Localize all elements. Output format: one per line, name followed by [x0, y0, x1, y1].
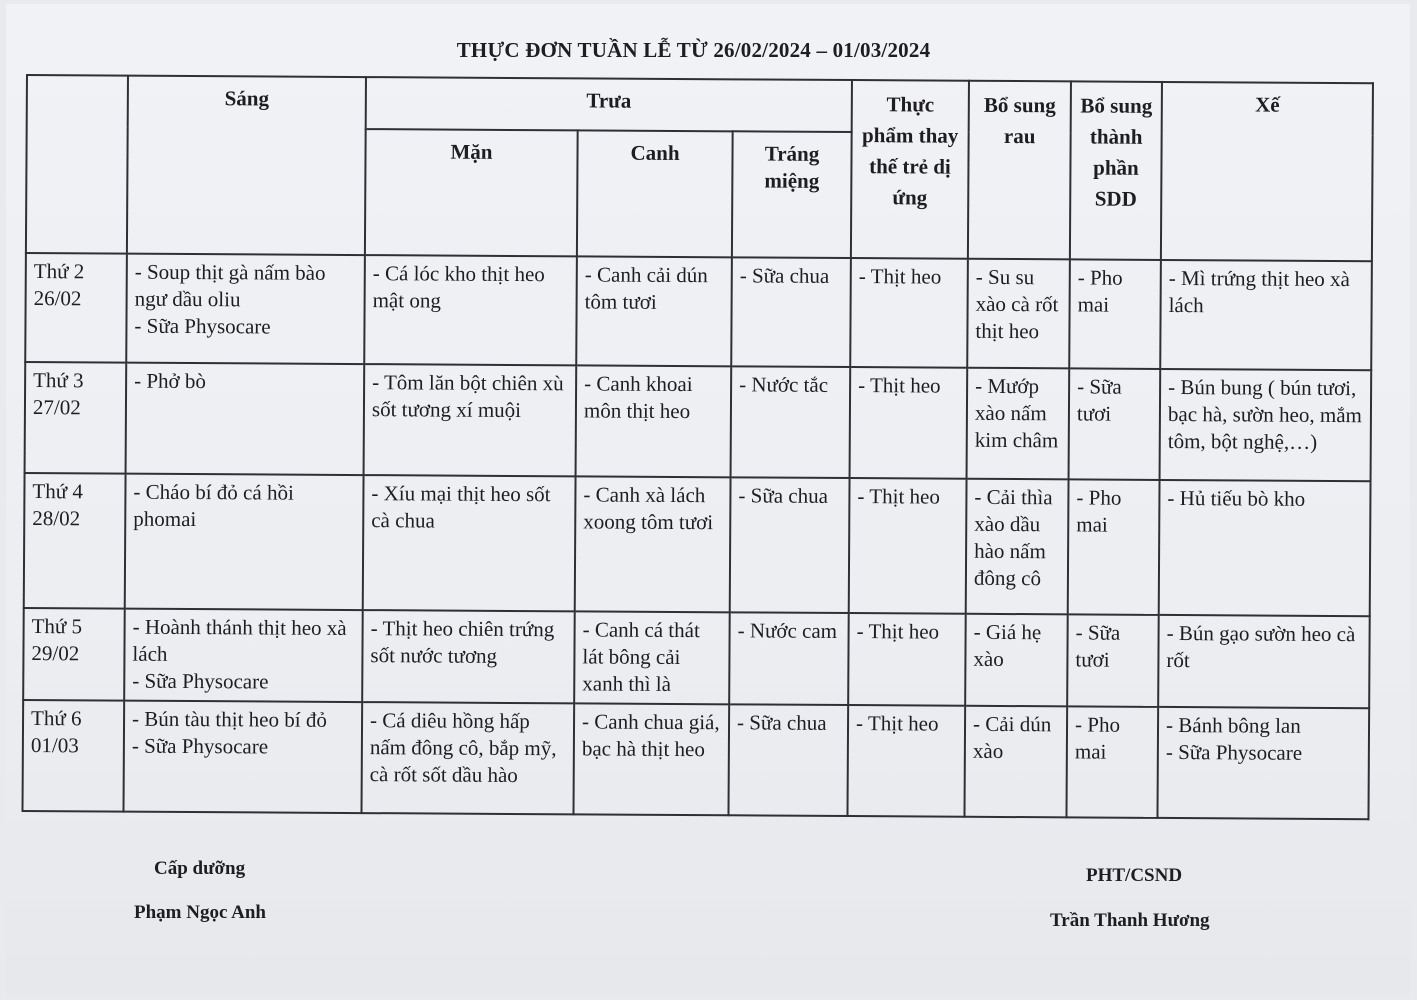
signer-left-role: Cấp dưỡng [154, 858, 246, 879]
signer-right-name: Trần Thanh Hương [1050, 910, 1210, 931]
day-cell: Thứ 4 28/02 [24, 473, 126, 609]
rau-cell: - Cải thìa xào dầu hào nấm đông cô [966, 479, 1069, 615]
header-xe: Xế [1161, 82, 1373, 261]
canh-cell: - Canh chua giá, bạc hà thịt heo [573, 703, 729, 815]
thay-the-cell: - Thịt heo [850, 258, 968, 368]
rau-cell: - Su su xào cà rốt thịt heo [967, 259, 1070, 369]
header-day [26, 75, 128, 254]
header-man: Mặn [365, 129, 578, 256]
table-row [25, 362, 1372, 481]
header-bo-sung-rau: Bổ sung rau [968, 81, 1071, 260]
header-trua: Trưa [366, 77, 852, 132]
sdd-cell: - Sữa tươi [1069, 368, 1161, 480]
sang-cell: - Soup thịt gà nấm bào ngư dầu oliu - Sữa Physocare [126, 254, 365, 364]
thay-the-cell: - Thịt heo [848, 613, 966, 706]
xe-cell: - Bánh bông lan - Sữa Physocare [1158, 707, 1370, 819]
trang-mieng-cell: - Nước tắc [731, 366, 851, 478]
trang-mieng-cell: - Sữa chua [728, 704, 848, 816]
day-cell: Thứ 3 27/02 [25, 362, 127, 474]
xe-cell: - Bún gạo sườn heo cà rốt [1158, 615, 1370, 708]
sang-cell: - Phở bò [126, 363, 365, 475]
rau-cell: - Mướp xào nấm kim châm [967, 368, 1070, 480]
xe-cell: - Hủ tiếu bò kho [1159, 480, 1371, 616]
trang-mieng-cell: - Sữa chua [730, 477, 850, 613]
header-canh: Canh [577, 130, 733, 257]
man-cell: - Cá lóc kho thịt heo mật ong [364, 255, 577, 365]
man-cell: - Cá diêu hồng hấp nấm đông cô, bắp mỹ, cà rốt sốt dầu hào [361, 702, 574, 814]
sdd-cell: - Pho mai [1068, 479, 1160, 615]
sdd-cell: - Pho mai [1069, 259, 1161, 369]
man-cell: - Thịt heo chiên trứng sốt nước tương [362, 610, 575, 703]
sdd-cell: - Pho mai [1067, 706, 1159, 818]
thay-the-cell: - Thịt heo [850, 367, 968, 479]
table-row [22, 700, 1369, 819]
xe-cell: - Mì trứng thịt heo xà lách [1160, 260, 1372, 370]
thay-the-cell: - Thịt heo [848, 705, 966, 817]
table-row [24, 473, 1371, 616]
day-cell: Thứ 2 26/02 [25, 253, 127, 363]
table-row [25, 253, 1372, 370]
xe-cell: - Bún bung ( bún tươi, bạc hà, sườn heo, mắm tôm, bột nghệ,…) [1160, 369, 1372, 481]
man-cell: - Tôm lăn bột chiên xù sốt tương xí muội [364, 364, 577, 476]
thay-the-cell: - Thịt heo [849, 478, 967, 614]
header-trang-mieng: Tráng miệng [732, 131, 852, 258]
trang-mieng-cell: - Sữa chua [731, 257, 851, 367]
man-cell: - Xíu mại thịt heo sốt cà chua [363, 475, 576, 611]
sdd-cell: - Sữa tươi [1067, 615, 1159, 707]
menu-title: THỰC ĐƠN TUẦN LỄ TỪ 26/02/2024 – 01/03/2024 [456, 38, 931, 62]
rau-cell: - Cải dún xào [965, 706, 1068, 818]
day-cell: Thứ 5 29/02 [23, 608, 125, 700]
weekly-menu-table [21, 74, 1374, 820]
day-cell: Thứ 6 01/03 [22, 700, 124, 812]
trang-mieng-cell: - Nước cam [729, 612, 849, 705]
signer-right-role: PHT/CSND [1086, 865, 1183, 886]
canh-cell: - Canh cải dún tôm tươi [576, 256, 732, 366]
canh-cell: - Canh cá thát lát bông cải xanh thì là [574, 612, 730, 705]
table-row [23, 608, 1370, 708]
rau-cell: - Giá hẹ xào [965, 614, 1068, 706]
sang-cell: - Bún tàu thịt heo bí đỏ - Sữa Physocare [123, 701, 362, 813]
header-sang: Sáng [127, 76, 366, 255]
sang-cell: - Hoành thánh thịt heo xà lách - Sữa Physocare [124, 609, 363, 702]
canh-cell: - Canh khoai môn thịt heo [576, 365, 732, 477]
sang-cell: - Cháo bí đỏ cá hồi phomai [125, 474, 364, 611]
header-bo-sung-sdd: Bổ sung thành phần SDD [1070, 81, 1162, 260]
canh-cell: - Canh xà lách xoong tôm tươi [575, 476, 731, 612]
header-thay-the: Thực phẩm thay thế trẻ dị ứng [851, 80, 969, 259]
signer-left-name: Phạm Ngọc Anh [134, 902, 266, 923]
